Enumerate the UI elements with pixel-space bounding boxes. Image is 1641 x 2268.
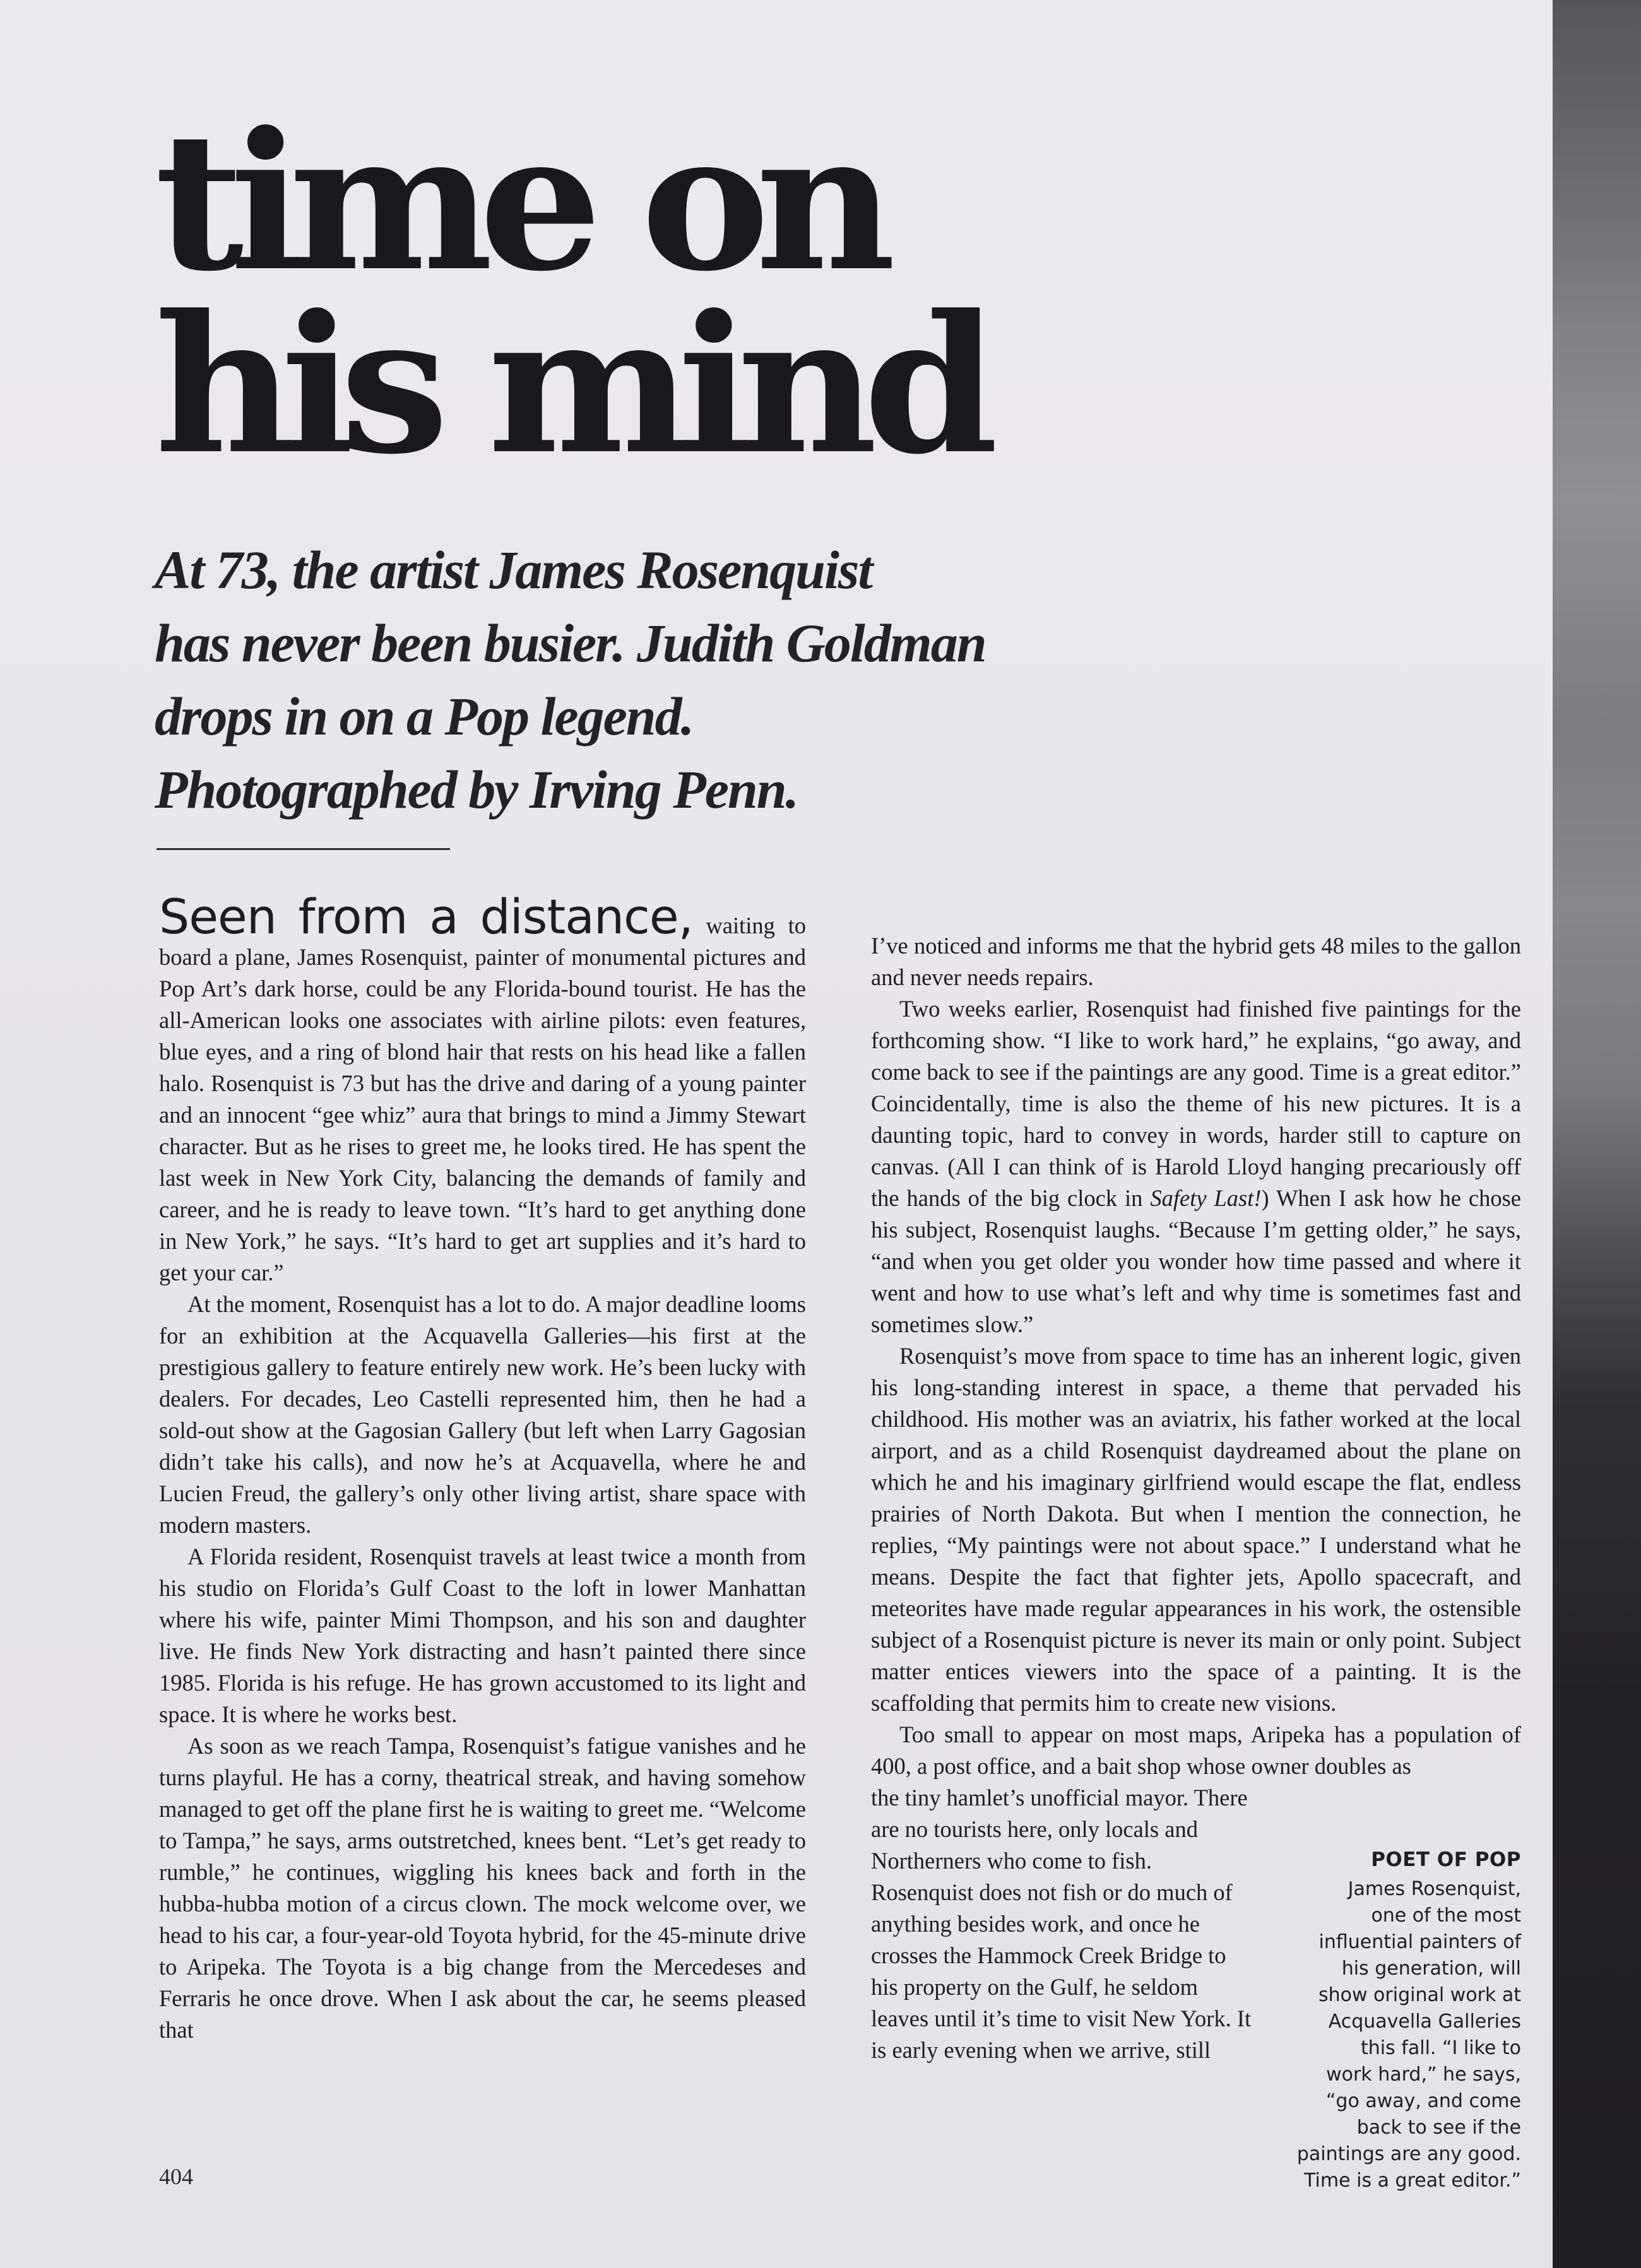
sidebar-poet-of-pop [1253,1846,1521,2194]
paragraph-1-text: waiting to board a plane, James Rosenquist, painter of monumental pictures and Pop Art’s dark horse, could be any Florida-bound tourist. He has the all-American looks one associates with airline pilots: even features, blue eyes, and a ring of blond hair that rests on his head like a fallen halo. Rosenquist is 73 but has the drive and daring of a young painter and an innocent “gee whiz” aura that brings to mind a Jimmy Stewart character. But as he rises to greet me, he looks tired. He has spent the last week in New York City, balancing the demands of family and career, and he is ready to leave town. “It’s hard to get anything done in New York,” he says. “It’s hard to get art supplies and it’s hard to get your car.” [159,913,807,1285]
paragraph-5: I’ve noticed and informs me that the hybrid gets 48 miles to the gallon and never needs repairs. [871,933,1521,990]
paragraph-4: As soon as we reach Tampa, Rosenquist’s fatigue vanishes and he turns playful. He has a corny, theatrical streak, and having somehow managed to get off the plane first he is waiting to greet me. “Welcome to Tampa,” he says, arms outstretched, knees bent. “Let’s get ready to rumble,” he continues, wiggling his knees back and forth in the hubba-hubba motion of a circus clown. The mock welcome over, we head to his car, a four-year-old Toyota hybrid, for the 45-minute drive to Aripeka. The Toyota is a big change from the Mercedeses and Ferraris he once drove. When I ask about the car, he seems pleased that [159,1733,806,2043]
headline-line-2: his mind [155,273,985,496]
paragraph-3: A Florida resident, Rosenquist travels at least twice a month from his studio on Florida’s Gulf Coast to the loft in lower Manhattan where his wife, painter Mimi Thompson, and his son and daughter live. He finds New York distracting and hasn’t painted there since 1985. Florida is his refuge. He has grown accustomed to its light and space. It is where he works best. [159,1544,806,1727]
deck-line-1: At 73, the artist James Rosenquist [155,540,872,600]
paragraph-6-text-end: ) When I ask how he chose his subject, Rosenquist laughs. “Because I’m getting older,” he says, “and when you get older you wonder how time passed and where it went and how to use what’s left and why time is sometimes fast and sometimes slow.” [871,1185,1522,1337]
paragraph-6 [871,993,1521,1340]
paragraph-7: Rosenquist’s move from space to time has an inherent logic, given his long-standing interest in space, a theme that pervaded his childhood. His mother was an aviatrix, his father worked at the local airport, and as a child Rosenquist daydreamed about the plane on which he and his imaginary girlfriend would escape the flat, endless prairies of North Dakota. But when I mention the connection, he replies, “My paintings were not about space.” I understand what he means. Despite the fact that fighter jets, Apollo spacecraft, and meteorites have made regular appearances in his work, the ostensible subject of a Rosenquist picture is never its main or only point. Subject matter entices viewers into the space of a painting. It is the scaffolding that permits him to create new visions. [871,1343,1521,1716]
deck-line-3: drops in on a Pop legend. [155,686,694,747]
body-column-1 [159,889,807,2046]
film-title: Safety Last! [1150,1185,1262,1211]
deck-divider [157,848,450,850]
page-number: 404 [159,2164,193,2189]
paragraph-1 [159,889,807,1289]
article-deck [155,533,1196,826]
paragraph-8: Too small to appear on most maps, Aripeka has a population of 400, a post office, and a bait shop whose owner doubles as [871,1722,1521,1779]
paragraph-6-text: Two weeks earlier, Rosenquist had finished five paintings for the forthcoming show. “I like to work hard,” he explains, “go away, and come back to see if the paintings are any good. Time is a great editor.” Coincidentally, time is also the theme of his new pictures. It is a daunting topic, hard to convey in words, harder still to capture on canvas. (All I can think of is Harold Lloyd hanging precariously off the hands of the big clock in [871,996,1521,1211]
sidebar-title: POET OF POP [1371,1848,1521,1871]
headline-line-1: time on [155,90,882,313]
article-headline [155,90,1313,496]
facing-photo-edge [1553,0,1641,2268]
sidebar-body: James Rosenquist, one of the most influential painters of his generation, will show original work at Acquavella Galleries this fall. “I like to work hard,” he says, “go away, and come back to see if the paintings are any good. Time is a great editor.” [1296,1878,1521,2192]
paragraph-2: At the moment, Rosenquist has a lot to do. A major deadline looms for an exhibition at the Acquavella Galleries—his first at the prestigious gallery to feature entirely new work. He’s been lucky with dealers. For decades, Leo Castelli represented him, then he had a sold-out show at the Gagosian Gallery (but left when Larry Gagosian didn’t take his calls), and now he’s at Acquavella, where he and Lucien Freud, the gallery’s only other living artist, share space with modern masters. [159,1291,806,1538]
deck-line-4: Photographed by Irving Penn. [155,759,798,820]
lead-in: Seen from a distance, [159,889,693,945]
paragraph-8-wrap: the tiny hamlet’s unofficial mayor. There are no tourists here, only locals and Northerners who come to fish. Rosenquist does not fish or do much of anything besides work, and once he crosses the Hammock Creek Bridge to his property on the Gulf, he seldom leaves until it’s time to visit New York. It is early evening when we arrive, still [871,1785,1252,2063]
deck-line-2: has never been busier. Judith Goldman [155,613,986,673]
